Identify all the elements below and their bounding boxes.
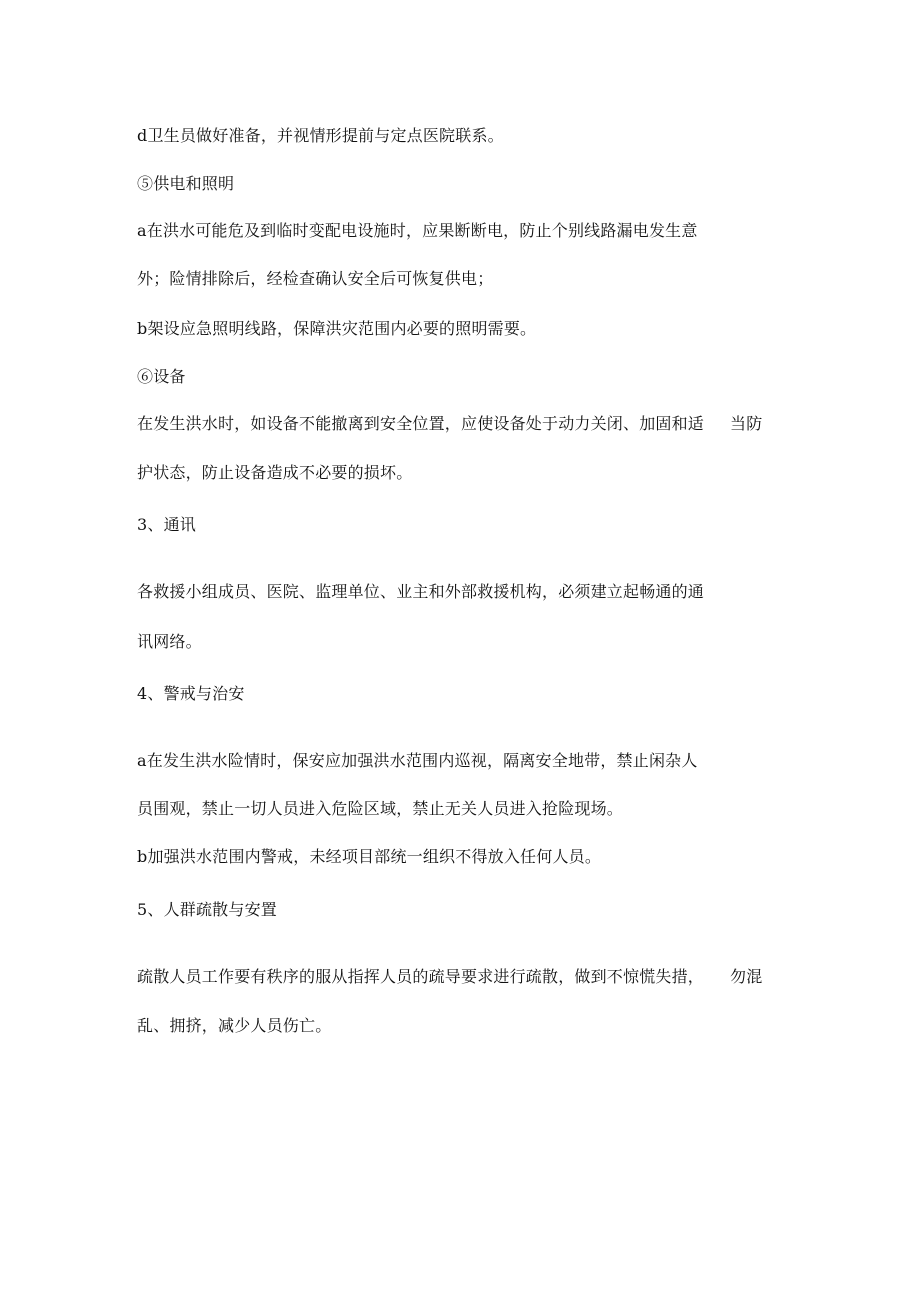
text-line-evacuation-1 bbox=[137, 967, 762, 987]
text-line-communication-2: 讯网络。 bbox=[137, 632, 202, 651]
heading-equipment: ⑥设备 bbox=[137, 367, 186, 386]
text-line-power-b: b架设应急照明线路，保障洪灾范围内必要的照明需要。 bbox=[137, 319, 537, 338]
text-line-evacuation-2: 乱、拥挤，减少人员伤亡。 bbox=[137, 1016, 332, 1035]
text-line-power-a-1: a在洪水可能危及到临时变配电设施时，应果断断电，防止个别线路漏电发生意 bbox=[137, 221, 698, 240]
text-line-evacuation-1-tail: 勿混 bbox=[730, 967, 763, 986]
text-line-equipment-1 bbox=[137, 414, 762, 434]
text-line-security-a-2: 员围观，禁止一切人员进入危险区域，禁止无关人员进入抢险现场。 bbox=[137, 799, 624, 818]
text-line-communication-1: 各救援小组成员、医院、监理单位、业主和外部救援机构，必须建立起畅通的通 bbox=[137, 582, 705, 601]
text-line-health-staff: d卫生员做好准备，并视情形提前与定点医院联系。 bbox=[137, 126, 504, 145]
text-line-power-a-2: 外；险情排除后，经检查确认安全后可恢复供电； bbox=[137, 269, 494, 288]
text-line-evacuation-1-main: 疏散人员工作要有秩序的服从指挥人员的疏导要求进行疏散，做到不惊慌失措， bbox=[137, 967, 705, 986]
text-line-security-b: b加强洪水范围内警戒，未经项目部统一组织不得放入任何人员。 bbox=[137, 847, 602, 866]
text-line-security-a-1: a在发生洪水险情时，保安应加强洪水范围内巡视，隔离安全地带，禁止闲杂人 bbox=[137, 751, 698, 770]
text-line-equipment-1-tail: 当防 bbox=[730, 414, 763, 433]
heading-security: 4、警戒与治安 bbox=[137, 684, 245, 703]
heading-communication: 3、通讯 bbox=[137, 515, 196, 534]
text-line-equipment-2: 护状态，防止设备造成不必要的损坏。 bbox=[137, 463, 413, 482]
heading-evacuation: 5、人群疏散与安置 bbox=[137, 900, 277, 919]
text-line-equipment-1-main: 在发生洪水时，如设备不能撤离到安全位置，应使设备处于动力关闭、加固和适 bbox=[137, 414, 705, 433]
heading-power-lighting: ⑤供电和照明 bbox=[137, 174, 235, 193]
